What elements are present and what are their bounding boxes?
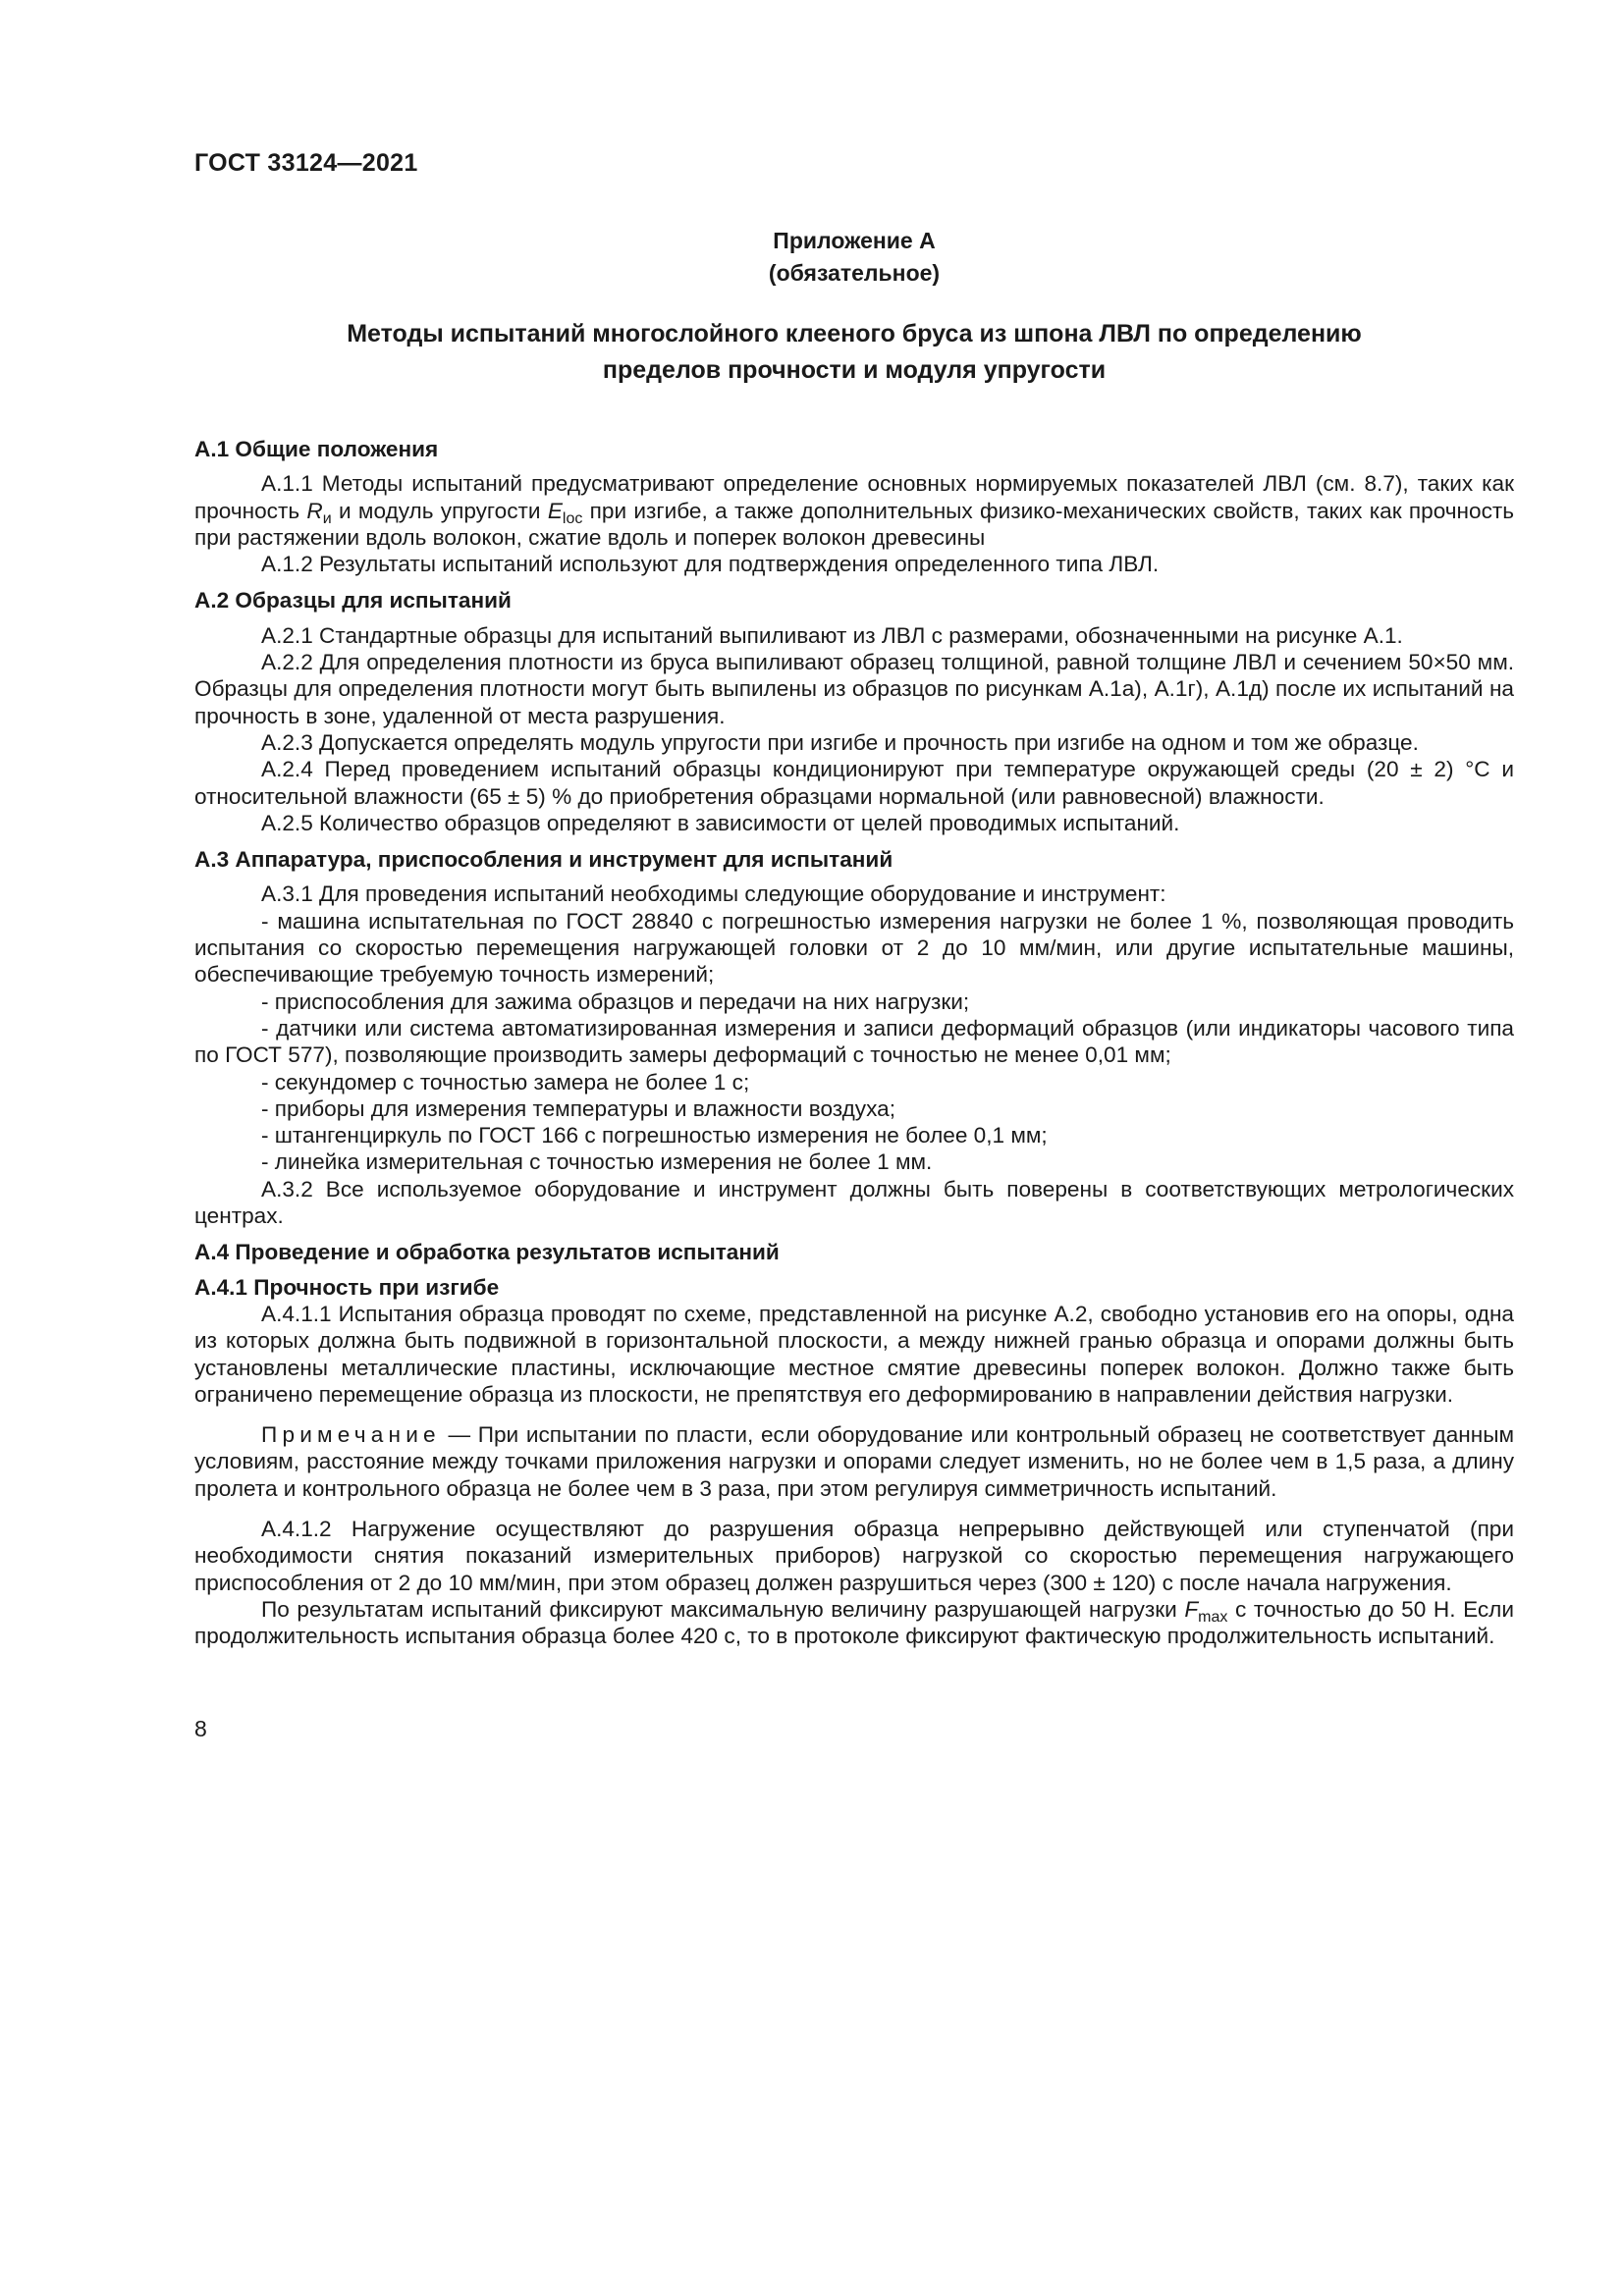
paragraph-a1-1-part2: и модуль упругости xyxy=(331,498,548,523)
paragraph-fmax-part1: По результатам испытаний фиксируют максимальную величину разрушающей нагрузки xyxy=(261,1596,1185,1622)
symbol-e-subscript: loc xyxy=(562,509,583,527)
note-label: Примечание xyxy=(261,1422,441,1448)
list-item-equipment: - датчики или система автоматизированная измерения и записи деформаций образцов (или индикаторы часового типа по ГОСТ 577), позволяющие производить замеры деформаций с точностью не менее 0,01 мм; xyxy=(194,1015,1514,1068)
paragraph-a2-1: А.2.1 Стандартные образцы для испытаний выпиливают из ЛВЛ с размерами, обозначенными на рисунке А.1. xyxy=(261,622,1403,648)
note-text: — При испытании по пласти, если оборудование или контрольный образец не соответствует данным условиям, расстояние между точками приложения нагрузки и опорами следует изменить, но не более чем в 1,5 раза, а длину пролета и контрольного образца не более чем в 3 раза, при этом регулируя симметричность испытаний. xyxy=(194,1422,1514,1501)
symbol-f-subscript: max xyxy=(1198,1608,1228,1626)
list-item-equipment: - машина испытательная по ГОСТ 28840 с погрешностью измерения нагрузки не более 1 %, позволяющая проводить испытания со скоростью перемещения нагружающей головки от 2 до 10 мм/мин, или другие испытательные машины, обеспечивающие требуемую точность измерений; xyxy=(194,908,1514,988)
paragraph-a2-5: А.2.5 Количество образцов определяют в зависимости от целей проводимых испытаний. xyxy=(261,810,1180,835)
list-item-equipment: - линейка измерительная с точностью измерения не более 1 мм. xyxy=(261,1149,933,1175)
paragraph-a1-1 xyxy=(194,470,1514,551)
list-item-equipment: - штангенциркуль по ГОСТ 166 с погрешностью измерения не более 0,1 мм; xyxy=(261,1123,1048,1148)
subsection-a4-1-title: А.4.1 Прочность при изгибе xyxy=(194,1274,500,1300)
page-number: 8 xyxy=(194,1716,207,1741)
paragraph-a1-2: А.1.2 Результаты испытаний используют для подтверждения определенного типа ЛВЛ. xyxy=(261,552,1160,577)
paragraph-fmax xyxy=(194,1596,1514,1650)
paragraph-a4-1-1: А.4.1.1 Испытания образца проводят по схеме, представленной на рисунке А.2, свободно установив его на опоры, одна из которых должна быть подвижной в горизонтальной плоскости, а между нижней гранью образца и опорами должны быть установлены металлические пластины, исключающие местное смятие древесины поперек волокон. Должно также быть ограничено перемещение образца из плоскости, не препятствуя его деформированию в направлении действия нагрузки. xyxy=(194,1301,1514,1407)
paragraph-a3-1: А.3.1 Для проведения испытаний необходимы следующие оборудование и инструмент: xyxy=(261,881,1166,907)
symbol-r: R xyxy=(306,498,323,523)
annex-heading-line2: пределов прочности и модуля упругости xyxy=(602,356,1107,384)
list-item-equipment: - приборы для измерения температуры и влажности воздуха; xyxy=(261,1095,895,1121)
paragraph-a2-3: А.2.3 Допускается определять модуль упругости при изгибе и прочность при изгибе на одном и том же образце. xyxy=(261,729,1419,755)
symbol-r-subscript: и xyxy=(322,509,332,527)
paragraph-a1-1-part1: А.1.1 Методы испытаний предусматривают определение основных нормируемых показателей ЛВЛ (см. 8.7), таких как прочность xyxy=(194,471,1514,523)
paragraph-a2-4: А.2.4 Перед проведением испытаний образцы кондиционируют при температуре окружающей среды (20 ± 2) °С и относительной влажности (65 ± 5) % до приобретения образцами нормальной (или равновесной) влажности. xyxy=(194,757,1514,809)
annex-title-block xyxy=(194,225,1514,290)
standard-header: ГОСТ 33124—2021 xyxy=(194,149,418,177)
symbol-e: E xyxy=(547,498,563,523)
annex-status: (обязательное) xyxy=(768,260,941,286)
section-a4-title: А.4 Проведение и обработка результатов испытаний xyxy=(194,1240,780,1265)
document-body xyxy=(194,426,1514,1649)
paragraph-a4-1-2: А.4.1.2 Нагружение осуществляют до разрушения образца непрерывно действующей или ступенчатой (при необходимости снятия показаний измерительных приборов) нагрузкой со скоростью перемещения нагружающего приспособления от 2 до 10 мм/мин, при этом образец должен разрушиться через (300 ± 120) с после начала нагружения. xyxy=(194,1516,1514,1595)
annex-heading xyxy=(194,316,1514,389)
paragraph-fmax-part2: с точностью до 50 Н. Если продолжительность испытания образца более 420 с, то в протоколе фиксируют фактическую продолжительность испытаний. xyxy=(194,1596,1514,1649)
list-item-equipment: - приспособления для зажима образцов и передачи на них нагрузки; xyxy=(261,988,970,1014)
paragraph-a1-1-part3: при изгибе, а также дополнительных физико-механических свойств, таких как прочность при растяжении вдоль волокон, сжатие вдоль и поперек волокон древесины xyxy=(194,498,1514,550)
section-a3-title: А.3 Аппаратура, приспособления и инструмент для испытаний xyxy=(194,847,893,873)
section-a2-title: А.2 Образцы для испытаний xyxy=(194,588,512,614)
note xyxy=(194,1421,1514,1502)
symbol-f: F xyxy=(1184,1596,1199,1622)
paragraph-a2-2: А.2.2 Для определения плотности из бруса выпиливают образец толщиной, равной толщине ЛВЛ и сечением 50×50 мм. Образцы для определения плотности могут быть выпилены из образцов по рисункам А.1а), А.1г), А.1д) после их испытаний на прочность в зоне, удаленной от места разрушения. xyxy=(194,650,1514,728)
paragraph-a3-2: А.3.2 Все используемое оборудование и инструмент должны быть поверены в соответствующих метрологических центрах. xyxy=(194,1176,1514,1229)
list-item-equipment: - секундомер с точностью замера не более 1 с; xyxy=(261,1069,750,1095)
section-a1-title: А.1 Общие положения xyxy=(194,437,439,461)
annex-heading-line1: Методы испытаний многослойного клееного бруса из шпона ЛВЛ по определению xyxy=(347,320,1362,347)
annex-title: Приложение А xyxy=(773,228,936,253)
